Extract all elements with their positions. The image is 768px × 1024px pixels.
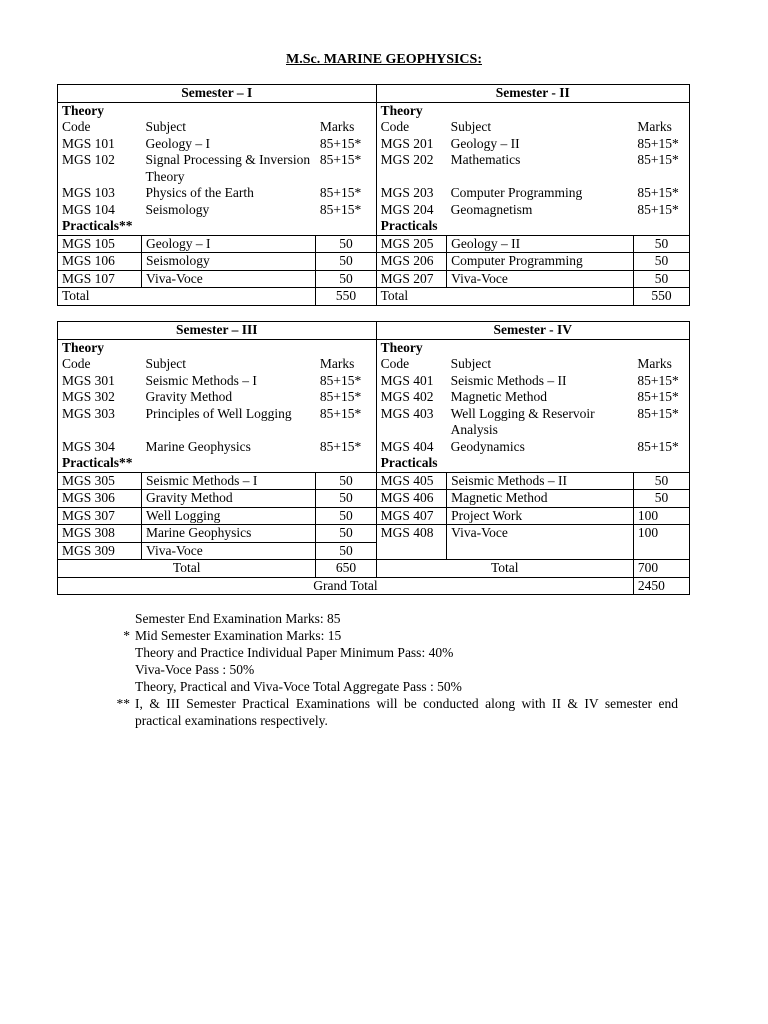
grand-total-value: 2450 — [633, 577, 689, 595]
total-label-right: Total — [376, 288, 633, 306]
table-row — [58, 373, 690, 390]
course-code: MGS 105 — [58, 235, 142, 253]
course-code: MGS 202 — [380, 152, 434, 167]
course-marks: 50 — [316, 253, 376, 271]
table-row — [58, 490, 690, 508]
col-code-left: Code — [58, 119, 142, 136]
course-subject: Seismic Methods – II — [447, 472, 634, 490]
note-item — [0, 678, 678, 695]
semester-3-4-table — [57, 321, 690, 595]
course-subject: Geology – I — [142, 235, 316, 253]
course-subject: Gravity Method — [142, 490, 316, 508]
course-code: MGS 203 — [380, 185, 434, 200]
course-marks: 50 — [633, 253, 689, 271]
course-marks: 85+15* — [316, 389, 376, 406]
note-text: Mid Semester Examination Marks: 15 — [135, 628, 342, 643]
total-row — [58, 560, 690, 578]
course-subject: Seismic Methods – I — [145, 372, 257, 388]
col-marks-left: Marks — [316, 356, 376, 373]
note-item — [0, 644, 678, 661]
table-row — [58, 542, 690, 560]
semester-3-heading: Semester – III — [58, 322, 377, 340]
course-subject: Seismology — [142, 253, 316, 271]
course-marks: 85+15* — [316, 406, 376, 439]
course-subject: Geology – II — [447, 235, 634, 253]
table-row — [58, 525, 690, 543]
course-marks: 85+15* — [633, 185, 689, 202]
theory-label-left: Theory — [58, 102, 377, 119]
col-code-left: Code — [58, 356, 142, 373]
course-subject: Seismology — [145, 201, 210, 217]
course-marks: 50 — [633, 270, 689, 288]
course-subject: Computer Programming — [447, 253, 634, 271]
theory-label-left: Theory — [58, 339, 377, 356]
total-row — [58, 288, 690, 306]
course-subject: Principles of Well Logging — [145, 405, 292, 421]
course-marks: 50 — [316, 490, 376, 508]
course-marks: 85+15* — [316, 202, 376, 219]
course-marks: 50 — [316, 270, 376, 288]
course-marks: 85+15* — [633, 439, 689, 456]
practicals-label-row — [58, 455, 690, 472]
col-code-right: Code — [380, 356, 410, 371]
course-marks: 100 — [633, 507, 689, 525]
course-marks: 85+15* — [633, 136, 689, 153]
course-subject: Geodynamics — [450, 438, 525, 454]
course-code: MGS 405 — [376, 472, 447, 490]
course-marks: 85+15* — [633, 152, 689, 185]
theory-label-row — [58, 102, 690, 119]
note-text: Theory and Practice Individual Paper Minimum Pass: 40% — [135, 645, 454, 660]
course-marks: 85+15* — [316, 373, 376, 390]
course-marks: 85+15* — [633, 373, 689, 390]
course-code: MGS 304 — [58, 439, 142, 456]
practicals-label-right: Practicals — [376, 455, 689, 472]
table-row — [58, 439, 690, 456]
course-subject: Geology – I — [145, 135, 211, 151]
course-code: MGS 401 — [380, 372, 434, 388]
course-subject: Marine Geophysics — [145, 438, 251, 454]
col-code-right: Code — [380, 119, 410, 134]
course-marks: 85+15* — [633, 202, 689, 219]
course-subject: Gravity Method — [145, 389, 233, 404]
table-row — [58, 472, 690, 490]
table-row — [58, 406, 690, 439]
note-item — [0, 627, 678, 644]
column-header-row — [58, 356, 690, 373]
table-row — [58, 185, 690, 202]
total-value-right: 550 — [633, 288, 689, 306]
course-subject: Viva-Voce — [142, 270, 316, 288]
table-row — [58, 270, 690, 288]
course-marks: 50 — [316, 525, 376, 543]
course-subject: Computer Programming — [450, 185, 583, 200]
course-code: MGS 308 — [58, 525, 142, 543]
course-code: MGS 307 — [58, 507, 142, 525]
table-row — [58, 507, 690, 525]
course-code: MGS 205 — [376, 235, 447, 253]
course-subject: Magnetic Method — [447, 490, 634, 508]
note-item — [0, 695, 678, 729]
course-code: MGS 104 — [58, 202, 142, 219]
total-label-right: Total — [376, 560, 633, 578]
course-marks: 85+15* — [316, 136, 376, 153]
course-subject: Well Logging & Reservoir Analysis — [450, 405, 595, 437]
course-subject: Geology – II — [450, 135, 520, 151]
semester-2-heading: Semester - II — [376, 85, 689, 103]
course-marks: 50 — [633, 472, 689, 490]
total-value-left: 550 — [316, 288, 376, 306]
course-code: MGS 106 — [58, 253, 142, 271]
course-subject: Geomagnetism — [450, 201, 533, 217]
course-marks: 50 — [316, 235, 376, 253]
total-label-left: Total — [58, 560, 316, 578]
course-subject: Marine Geophysics — [142, 525, 316, 543]
course-code: MGS 101 — [58, 136, 142, 153]
course-marks: 50 — [316, 472, 376, 490]
practicals-label-right: Practicals — [376, 218, 689, 235]
course-code: MGS 402 — [380, 389, 434, 404]
course-code: MGS 102 — [58, 152, 142, 185]
col-subject-left: Subject — [145, 356, 187, 371]
course-subject: Project Work — [447, 507, 634, 525]
course-code: MGS 201 — [380, 135, 434, 151]
semester-header-row — [58, 85, 690, 103]
course-code: MGS 206 — [376, 253, 447, 271]
course-code: MGS 207 — [376, 270, 447, 288]
table-row — [58, 235, 690, 253]
course-marks: 85+15* — [316, 152, 376, 185]
course-marks — [633, 542, 689, 560]
note-text: Semester End Examination Marks: 85 — [135, 611, 341, 626]
course-code: MGS 103 — [58, 185, 142, 202]
total-value-right: 700 — [633, 560, 689, 578]
col-marks-right: Marks — [633, 356, 689, 373]
course-code — [376, 542, 447, 560]
course-subject: Seismic Methods – II — [450, 372, 567, 388]
course-marks: 50 — [316, 542, 376, 560]
exam-notes — [0, 610, 768, 729]
course-code: MGS 403 — [380, 405, 434, 421]
note-text: I, & III Semester Practical Examinations will be conducted along with II & IV semester end practical examinations respectively. — [135, 696, 678, 728]
note-marker: ** — [116, 696, 130, 711]
semester-1-heading: Semester – I — [58, 85, 377, 103]
course-code: MGS 406 — [376, 490, 447, 508]
course-marks: 85+15* — [316, 439, 376, 456]
col-marks-left: Marks — [316, 119, 376, 136]
note-item — [0, 661, 678, 678]
practicals-label-left: Practicals** — [58, 455, 377, 472]
theory-label-right: Theory — [376, 339, 689, 356]
course-code: MGS 309 — [58, 542, 142, 560]
table-row — [58, 136, 690, 153]
course-code: MGS 408 — [376, 525, 447, 543]
table-row — [58, 152, 690, 185]
grand-total-row — [58, 577, 690, 595]
course-subject: Viva-Voce — [142, 542, 316, 560]
course-marks: 50 — [633, 490, 689, 508]
col-subject-right: Subject — [450, 356, 492, 371]
page-title: M.Sc. MARINE GEOPHYSICS: — [285, 52, 482, 67]
col-marks-right: Marks — [633, 119, 689, 136]
course-code: MGS 204 — [380, 201, 434, 217]
course-subject: Viva-Voce — [447, 270, 634, 288]
table-row — [58, 253, 690, 271]
course-code: MGS 404 — [380, 438, 434, 454]
course-code: MGS 303 — [58, 406, 142, 439]
course-subject: Mathematics — [450, 152, 521, 167]
note-text: Theory, Practical and Viva-Voce Total Aggregate Pass : 50% — [135, 679, 462, 694]
note-text: Viva-Voce Pass : 50% — [135, 662, 255, 677]
course-subject: Viva-Voce — [447, 525, 634, 543]
course-marks: 85+15* — [633, 406, 689, 439]
table-row — [58, 389, 690, 406]
col-subject-left: Subject — [145, 119, 187, 134]
course-code: MGS 305 — [58, 472, 142, 490]
course-code: MGS 407 — [376, 507, 447, 525]
course-code: MGS 302 — [58, 389, 142, 406]
grand-total-label: Grand Total — [58, 577, 634, 595]
table-row — [58, 202, 690, 219]
course-marks: 85+15* — [316, 185, 376, 202]
semester-header-row — [58, 322, 690, 340]
col-subject-right: Subject — [450, 119, 492, 134]
note-item — [0, 610, 678, 627]
total-value-left: 650 — [316, 560, 376, 578]
course-code: MGS 301 — [58, 373, 142, 390]
column-header-row — [58, 119, 690, 136]
course-subject: Seismic Methods – I — [142, 472, 316, 490]
theory-label-right: Theory — [376, 102, 689, 119]
semester-1-2-table — [57, 84, 690, 306]
note-marker: * — [123, 628, 130, 643]
course-marks: 50 — [633, 235, 689, 253]
course-subject: Physics of the Earth — [145, 185, 254, 200]
course-subject: Magnetic Method — [450, 389, 547, 404]
practicals-label-left: Practicals** — [58, 218, 377, 235]
semester-4-heading: Semester - IV — [376, 322, 689, 340]
course-code: MGS 107 — [58, 270, 142, 288]
course-subject: Signal Processing & Inversion Theory — [145, 152, 311, 184]
course-marks: 85+15* — [633, 389, 689, 406]
course-subject: Well Logging — [142, 507, 316, 525]
course-subject — [447, 542, 634, 560]
total-label-left: Total — [58, 288, 316, 306]
course-marks: 100 — [633, 525, 689, 543]
theory-label-row — [58, 339, 690, 356]
course-code: MGS 306 — [58, 490, 142, 508]
course-marks: 50 — [316, 507, 376, 525]
practicals-label-row — [58, 218, 690, 235]
